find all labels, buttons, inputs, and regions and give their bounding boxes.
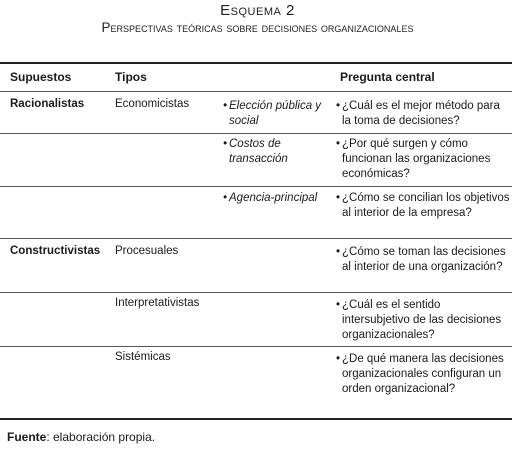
- row-pregunta: • ¿Cuál es el sentido intersubjetivo de las decisiones organizacionales?: [342, 298, 510, 343]
- table-top-rule: [0, 62, 512, 64]
- row-pregunta: • ¿Cómo se concilian los objetivos al interior de la empresa?: [342, 191, 510, 221]
- row-pregunta: • ¿Cuál es el mejor método para la toma de decisiones?: [342, 99, 510, 129]
- source-label: Fuente: [7, 430, 47, 444]
- row-rule: [0, 133, 512, 134]
- row-subtipo: • Agencia-principal: [229, 191, 334, 206]
- source-note: [7, 430, 155, 444]
- row-subtipo: • Elección pública y social: [229, 99, 334, 129]
- table-bottom-rule: [0, 418, 512, 420]
- header-rule: [0, 91, 512, 92]
- row-pregunta: • ¿Por qué surgen y cómo funcionan las organizaciones económicas?: [342, 137, 510, 182]
- row-supuesto: Constructivistas: [10, 245, 101, 257]
- row-supuesto: Racionalistas: [10, 98, 85, 110]
- row-tipo: Sistémicas: [115, 351, 171, 363]
- header-pregunta: Pregunta central: [340, 70, 435, 84]
- source-text: : elaboración propia.: [46, 430, 156, 444]
- row-tipo: Interpretativistas: [115, 297, 200, 309]
- schema-subtitle: Perspectivas teóricas sobre decisiones organizacionales: [101, 20, 414, 35]
- row-rule: [0, 346, 512, 347]
- row-pregunta: • ¿De qué manera las decisiones organizacionales configuran un orden organizacional?: [342, 352, 510, 397]
- row-rule: [0, 238, 512, 239]
- row-subtipo: • Costos de transacción: [229, 137, 334, 167]
- row-rule: [0, 186, 512, 187]
- header-tipos: Tipos: [115, 70, 147, 84]
- schema-title: Esquema 2: [220, 2, 295, 19]
- row-tipo: Economicistas: [115, 98, 190, 110]
- row-pregunta: • ¿Cómo se toman las decisiones al interior de una organización?: [342, 245, 510, 275]
- row-tipo: Procesuales: [115, 245, 179, 257]
- row-rule: [0, 292, 512, 293]
- header-supuestos: Supuestos: [10, 70, 72, 84]
